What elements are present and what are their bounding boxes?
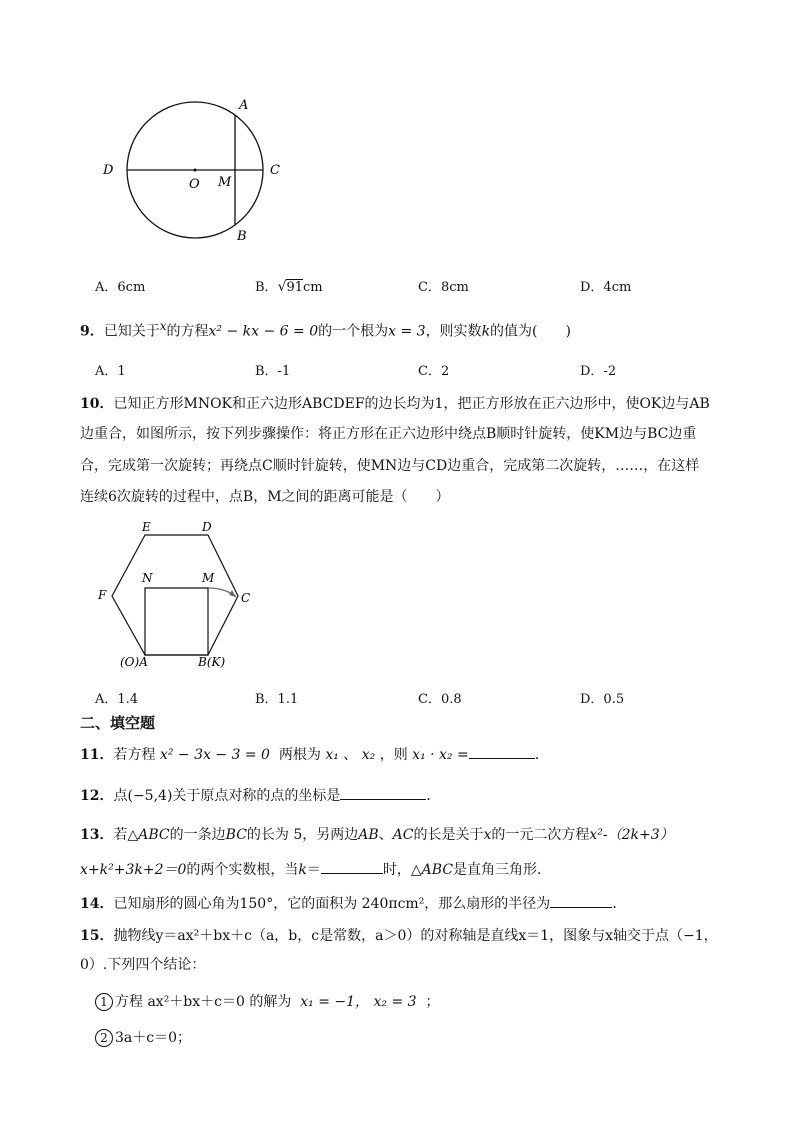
q13-bc: BC bbox=[225, 827, 247, 843]
circled-number-2: 2 bbox=[95, 1029, 113, 1047]
q11-text-2: 两根为 bbox=[278, 747, 321, 763]
q13-number: 13． bbox=[80, 827, 114, 843]
question-10-line-1 bbox=[80, 394, 710, 414]
q11-x2: x₂ bbox=[361, 747, 376, 763]
circled-number-1: 1 bbox=[95, 993, 113, 1011]
label-f: F bbox=[98, 588, 107, 602]
circle-figure bbox=[95, 90, 295, 250]
q13-sep: 、 bbox=[378, 827, 393, 843]
q13-k: k bbox=[298, 862, 307, 878]
question-10-line-2: 边重合，如图所示，按下列步骤操作：将正方形在正六边形中绕点B顺时针旋转，使KM边与BC边重 bbox=[80, 426, 697, 442]
label-m2: M bbox=[202, 571, 215, 585]
q11-x1: x₁ bbox=[325, 747, 339, 763]
hexagon-outline bbox=[112, 535, 238, 655]
q11-equation: x² − 3x − 3 = 0 bbox=[159, 747, 270, 763]
q11-text-1: 若方程 bbox=[113, 747, 156, 763]
q13-text-1c: 的长为 5，另两边 bbox=[246, 827, 359, 843]
q9-option-a: A．1 bbox=[95, 364, 126, 379]
q13-text-1b: 的一条边 bbox=[169, 827, 226, 843]
q12-text-1: 点 bbox=[113, 788, 128, 804]
section-heading-fill-in: 二、填空题 bbox=[80, 714, 156, 732]
q13-text-1a: 若△ bbox=[113, 827, 139, 843]
q11-product: x₁ · x₂ = bbox=[412, 747, 469, 763]
label-bk: B(K) bbox=[198, 655, 226, 669]
q13-abc2: ABC bbox=[421, 862, 454, 878]
q8-option-d: D．4cm bbox=[580, 280, 632, 295]
label-c: C bbox=[270, 163, 280, 178]
q13-text-2c: ＝ bbox=[306, 862, 321, 878]
label-a: A bbox=[239, 98, 249, 113]
q15-c2-text: 3a＋c＝0； bbox=[115, 1030, 192, 1046]
square-outline bbox=[145, 588, 208, 655]
q15-c1-solution: x₁ = −1， x₂ = 3 bbox=[300, 994, 417, 1010]
q10-option-b: B．1.1 bbox=[255, 692, 299, 707]
q11-sep: 、 bbox=[343, 747, 358, 763]
q9-option-b: B．-1 bbox=[255, 364, 291, 379]
q13-text-2e: 是直角三角形． bbox=[453, 862, 552, 878]
q13-x: x bbox=[483, 827, 492, 843]
question-13-line-2 bbox=[80, 859, 551, 880]
question-11: 11．若方程 x² − 3x − 3 = 0 两根为 x₁ 、 x₂ ，则 x₁ · x₂ = . bbox=[80, 744, 539, 765]
q13-answer-blank[interactable] bbox=[321, 859, 383, 874]
q8-option-c: C．8cm bbox=[418, 280, 469, 295]
q9-var-k: k bbox=[481, 323, 491, 340]
q9-root: x = 3 bbox=[388, 323, 426, 340]
q9-text-4: ，则实数 bbox=[425, 323, 482, 340]
q9-equation: x² − kx − 6 = 0 bbox=[208, 323, 319, 340]
q15-c1-text: 方程 ax²＋bx＋c＝0 的解为 bbox=[115, 994, 292, 1010]
q14-text: 已知扇形的圆心角为150°，它的面积为 240πcm²，那么扇形的半径为 bbox=[113, 896, 551, 912]
q13-abc: ABC bbox=[138, 827, 170, 843]
q15-conclusion-2 bbox=[95, 1028, 191, 1048]
q10-option-a: A．1.4 bbox=[95, 692, 139, 707]
q13-equation-end: x+k²+3k+2＝0 bbox=[80, 862, 187, 878]
q9-text-2: 的方程 bbox=[166, 323, 209, 340]
question-14: 14．已知扇形的圆心角为150°，它的面积为 240πcm²，那么扇形的半径为 ． bbox=[80, 893, 626, 914]
q14-number: 14． bbox=[80, 896, 114, 912]
q9-var-x: x bbox=[159, 319, 167, 333]
q13-ab: AB bbox=[358, 827, 379, 843]
q10-number: 10． bbox=[80, 396, 114, 412]
q9-text-3: 的一个根为 bbox=[318, 323, 389, 340]
q11-number: 11． bbox=[80, 747, 114, 763]
q8-option-b-root: 91 bbox=[286, 280, 304, 295]
label-m: M bbox=[218, 175, 232, 190]
q11-answer-blank[interactable] bbox=[469, 744, 535, 759]
q8-option-a: A．6cm bbox=[95, 280, 146, 295]
q8-option-b-prefix: B． bbox=[255, 280, 278, 295]
question-15-line-2: 0）.下列四个结论： bbox=[80, 957, 206, 973]
q13-text-2b: 的两个实数根，当 bbox=[186, 862, 299, 878]
q13-text-2d: 时，△ bbox=[382, 862, 422, 878]
q10-option-d: D．0.5 bbox=[580, 692, 625, 707]
q15-number: 15． bbox=[80, 928, 114, 944]
q13-text-1e: 的一元二次方程 bbox=[491, 827, 590, 843]
q12-point: (−5,4) bbox=[127, 788, 173, 804]
q10-text-1: 已知正方形MNOK和正六边形ABCDEF的边长均为1，把正方形放在正六边形中，使OK边与AB bbox=[113, 396, 710, 412]
question-12: 12．点(−5,4)关于原点对称的点的坐标是 ． bbox=[80, 785, 440, 806]
label-b: B bbox=[237, 229, 247, 244]
q13-text-1d: 的长是关于 bbox=[413, 827, 484, 843]
label-e: E bbox=[142, 520, 151, 534]
q12-answer-blank[interactable] bbox=[340, 785, 426, 800]
q15-conclusion-1: 1 方程 ax²＋bx＋c＝0 的解为 x₁ = −1， x₂ = 3 ； bbox=[95, 992, 439, 1012]
q12-text-2: 关于原点对称的点的坐标是 bbox=[172, 788, 341, 804]
center-point bbox=[194, 169, 197, 172]
question-10-line-3: 合，完成第一次旋转；再绕点C顺时针旋转，使MN边与CD边重合，完成第二次旋转，……，在这样 bbox=[80, 458, 700, 474]
q8-option-b bbox=[255, 276, 323, 295]
q13-equation-start: x²-（2k+3） bbox=[589, 827, 674, 843]
q9-option-d: D．-2 bbox=[580, 364, 617, 379]
q8-option-b-unit: cm bbox=[303, 280, 323, 295]
label-oa: (O)A bbox=[120, 655, 148, 669]
hexagon-figure bbox=[90, 518, 270, 674]
label-d: D bbox=[103, 163, 114, 178]
q9-option-c: C．2 bbox=[418, 364, 450, 379]
question-10-line-4: 连续6次旋转的过程中，点B，M之间的距离可能是（ ） bbox=[80, 489, 450, 505]
q9-text-5: 的值为( ) bbox=[490, 323, 571, 340]
q9-number: 9． bbox=[80, 323, 104, 340]
q9-text-1: 已知关于 bbox=[103, 323, 160, 340]
label-c2: C bbox=[241, 591, 251, 605]
question-9 bbox=[80, 316, 571, 342]
q10-option-c: C．0.8 bbox=[418, 692, 462, 707]
label-o: O bbox=[189, 177, 200, 192]
label-d2: D bbox=[202, 520, 212, 534]
question-15-line-1 bbox=[80, 926, 718, 946]
q14-answer-blank[interactable] bbox=[550, 893, 612, 908]
sqrt-symbol: √ bbox=[277, 279, 287, 295]
question-13-line-1 bbox=[80, 825, 674, 845]
label-n: N bbox=[142, 571, 153, 585]
q11-text-3: ，则 bbox=[379, 747, 408, 763]
q15-text-1: 抛物线y＝ax²＋bx＋c（a，b，c是常数，a＞0）的对称轴是直线x＝1，图象与x轴交于点（−1， bbox=[113, 928, 718, 944]
q13-ac: AC bbox=[392, 827, 414, 843]
q12-number: 12． bbox=[80, 788, 114, 804]
